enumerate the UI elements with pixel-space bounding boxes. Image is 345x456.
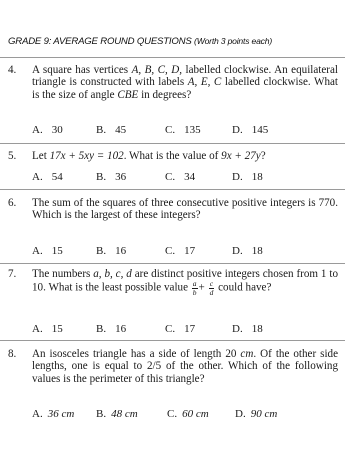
question-8: [8, 348, 338, 385]
option-c[interactable]: C. 17: [165, 323, 196, 335]
question-text: Let 17x + 5xy = 102. What is the value of 9x + 27y?: [32, 150, 266, 162]
question-text: The sum of the squares of three consecutive positive integers is 770. Which is the largest of these integers?: [32, 197, 338, 222]
question-text: A square has vertices A, B, C, D, labelled clockwise. An equilateral triangle is constructed with labels A, E, C labelled clockwise. What is the size of angle CBE in degrees?: [32, 64, 339, 101]
option-d[interactable]: D. 90 cm: [235, 408, 278, 420]
question-number: 7.: [8, 268, 17, 280]
option-b[interactable]: B. 48 cm: [96, 408, 138, 420]
option-b[interactable]: B. 16: [96, 323, 127, 335]
option-c[interactable]: C. 60 cm: [167, 408, 209, 420]
header-title: GRADE 9: AVERAGE ROUND QUESTIONS: [8, 36, 192, 47]
option-b[interactable]: B. 16: [96, 245, 127, 257]
fraction-c-over-d: $\frac{c}{d}$: [209, 279, 214, 297]
question-7: [8, 268, 338, 296]
question-5: [8, 150, 338, 162]
option-b[interactable]: B. 45: [96, 124, 127, 136]
question-text: An isosceles triangle has a side of length 20 cm. Of the other side lengths, one is equal to 2/5 of the other. Which of the following values is the perimeter of this triangle?: [32, 348, 339, 385]
fraction-a-over-b: $\frac{a}{b}$: [192, 279, 197, 297]
option-a[interactable]: A. 30: [32, 124, 63, 136]
option-a[interactable]: A. 36 cm: [32, 408, 75, 420]
option-d[interactable]: D. 18: [232, 323, 263, 335]
option-d[interactable]: D. 18: [232, 171, 263, 183]
option-c[interactable]: C. 17: [165, 245, 196, 257]
question-number: 6.: [8, 197, 17, 209]
divider: [0, 340, 345, 341]
divider: [0, 57, 345, 58]
question-number: 4.: [8, 64, 17, 76]
question-4: [8, 64, 338, 101]
divider: [0, 189, 345, 190]
divider: [0, 143, 345, 144]
divider: [0, 263, 345, 264]
option-a[interactable]: A. 15: [32, 245, 63, 257]
option-d[interactable]: D. 18: [232, 245, 263, 257]
option-a[interactable]: A. 15: [32, 323, 63, 335]
question-text: The numbers a, b, c, d are distinct positive integers chosen from 1 to 10. What is the least possible value $\frac{a}{b}$ + $\frac{c}{d}$ could have?: [32, 268, 338, 297]
question-number: 5.: [8, 150, 17, 162]
option-d[interactable]: D. 145: [232, 124, 269, 136]
question-number: 8.: [8, 348, 17, 360]
option-b[interactable]: B. 36: [96, 171, 127, 183]
worksheet-header: [8, 36, 272, 47]
option-c[interactable]: C. 34: [165, 171, 196, 183]
question-6: [8, 197, 338, 222]
option-a[interactable]: A. 54: [32, 171, 63, 183]
option-c[interactable]: C. 135: [165, 124, 201, 136]
header-worth: (Worth 3 points each): [194, 36, 272, 46]
